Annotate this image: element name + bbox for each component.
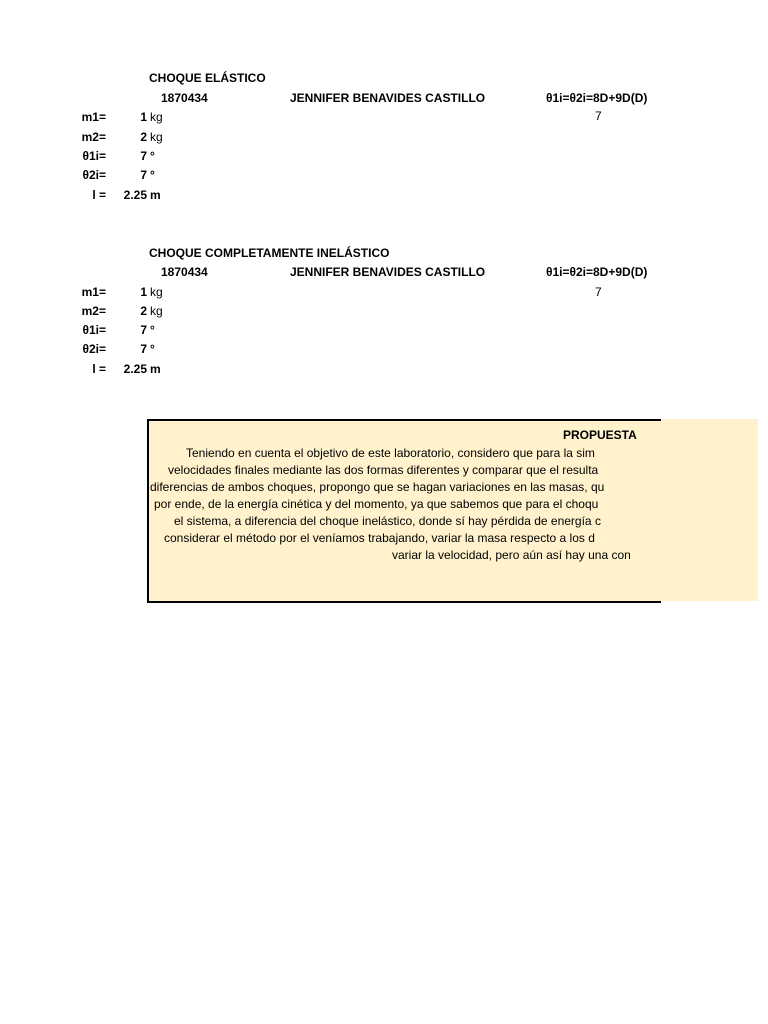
elastic-label-m1: m1=: [81, 110, 106, 124]
elastic-unit-theta2: °: [150, 168, 155, 182]
elastic-formula: θ1i=θ2i=8D+9D(D): [546, 91, 648, 105]
proposal-title: PROPUESTA: [563, 428, 637, 442]
inelastic-value-m2: 2: [140, 304, 147, 318]
inelastic-student-id: 1870434: [161, 265, 208, 279]
elastic-title: CHOQUE ELÁSTICO: [149, 71, 266, 85]
elastic-student-name: JENNIFER BENAVIDES CASTILLO: [290, 91, 486, 105]
inelastic-value-l: 2.25: [123, 362, 147, 376]
elastic-label-m2: m2=: [81, 130, 106, 144]
proposal-line-2: velocidades finales mediante las dos formas diferentes y comparar que el resulta: [168, 463, 599, 477]
inelastic-value-m1: 1: [140, 285, 147, 299]
inelastic-label-l: l =: [92, 362, 106, 376]
elastic-unit-m1: kg: [150, 110, 163, 124]
elastic-value-theta2: 7: [140, 168, 147, 182]
inelastic-formula-value: 7: [595, 285, 602, 299]
elastic-unit-m2: kg: [150, 130, 163, 144]
elastic-label-l: l =: [92, 188, 106, 202]
inelastic-label-m2: m2=: [81, 304, 106, 318]
proposal-line-5: el sistema, a diferencia del choque inelástico, donde sí hay pérdida de energía c: [174, 514, 601, 528]
proposal-text-box[interactable]: [149, 421, 659, 599]
elastic-unit-theta1: °: [150, 149, 155, 163]
proposal-line-6: considerar el método por el veníamos trabajando, variar la masa respecto a los d: [164, 531, 595, 545]
inelastic-unit-m1: kg: [150, 285, 163, 299]
elastic-label-theta2: θ2i=: [82, 168, 106, 182]
inelastic-unit-theta1: °: [150, 323, 155, 337]
inelastic-label-m1: m1=: [81, 285, 106, 299]
proposal-line-7: variar la velocidad, pero aún así hay una con: [392, 548, 631, 562]
proposal-line-3: diferencias de ambos choques, propongo que se hagan variaciones en las masas, qu: [150, 480, 605, 494]
inelastic-title: CHOQUE COMPLETAMENTE INELÁSTICO: [149, 246, 390, 260]
inelastic-label-theta1: θ1i=: [82, 323, 106, 337]
elastic-value-m2: 2: [140, 130, 147, 144]
elastic-value-l: 2.25: [123, 188, 147, 202]
elastic-formula-value: 7: [595, 109, 602, 123]
inelastic-label-theta2: θ2i=: [82, 342, 106, 356]
inelastic-formula: θ1i=θ2i=8D+9D(D): [546, 265, 648, 279]
elastic-student-id: 1870434: [161, 91, 208, 105]
elastic-unit-l: m: [150, 188, 161, 202]
inelastic-student-name: JENNIFER BENAVIDES CASTILLO: [290, 265, 486, 279]
inelastic-value-theta2: 7: [140, 342, 147, 356]
inelastic-unit-m2: kg: [150, 304, 163, 318]
inelastic-unit-l: m: [150, 362, 161, 376]
elastic-value-theta1: 7: [140, 149, 147, 163]
elastic-value-m1: 1: [140, 110, 147, 124]
proposal-line-1: Teniendo en cuenta el objetivo de este laboratorio, considero que para la sim: [186, 446, 595, 460]
elastic-label-theta1: θ1i=: [82, 149, 106, 163]
inelastic-unit-theta2: °: [150, 342, 155, 356]
inelastic-value-theta1: 7: [140, 323, 147, 337]
proposal-line-4: por ende, de la energía cinética y del momento, ya que sabemos que para el choqu: [154, 497, 599, 511]
